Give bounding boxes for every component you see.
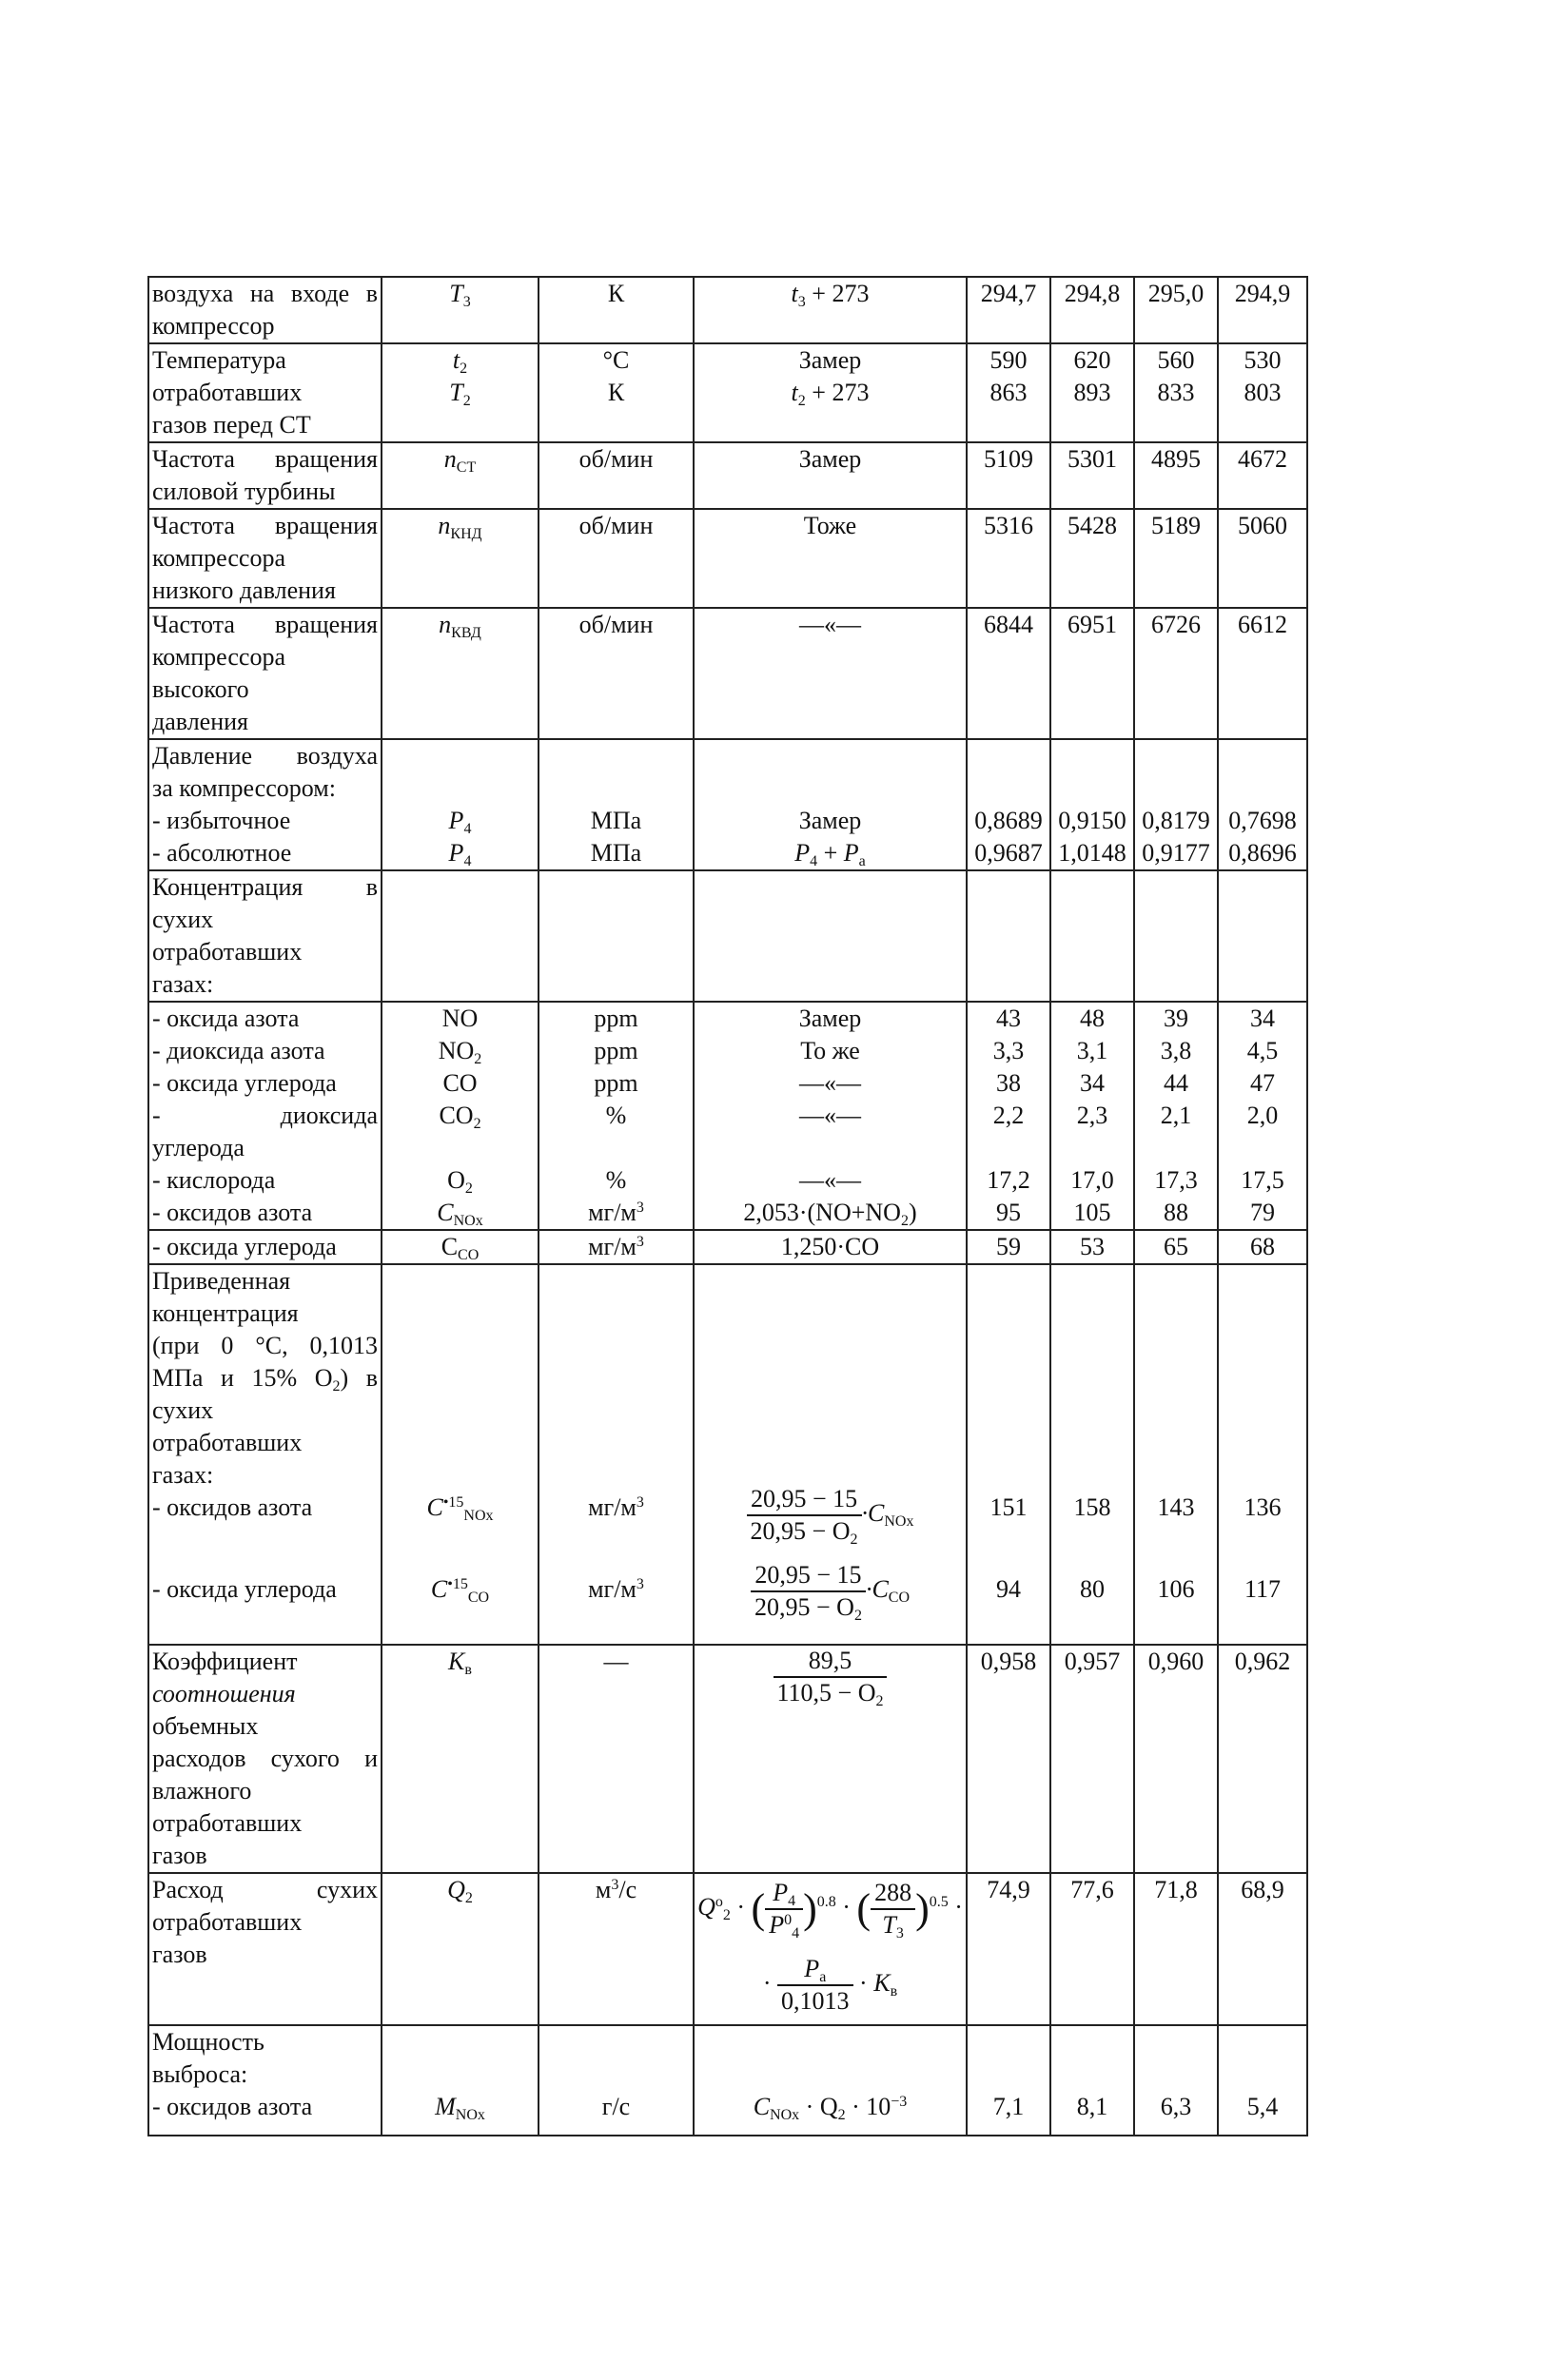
- symbol-sub: 2: [460, 361, 468, 377]
- value-cell: 294,7: [967, 277, 1050, 343]
- unit-cell: об/мин: [539, 608, 694, 739]
- param-text: газах:: [152, 970, 214, 998]
- formula-text: + 273: [805, 379, 870, 406]
- param-cell: [148, 739, 382, 870]
- value-cell: 6951: [1050, 608, 1134, 739]
- value-cell: 5428: [1050, 509, 1134, 608]
- value-cell: 5109: [967, 442, 1050, 509]
- value-cell: 74,9: [967, 1873, 1050, 2025]
- symbol-sub: 2: [462, 393, 471, 409]
- param-text: отработавших: [152, 938, 303, 966]
- value-cell: 136 117: [1218, 1264, 1307, 1645]
- symbol-cell: [382, 608, 539, 739]
- formula-text: Замер: [798, 346, 862, 374]
- param-cell: Приведенная концентрация (при 0 °С, 0,1013 МПа и 15% $O_2$) в сухих отработавших газах: - оксидов азота - оксида углерода: [148, 1264, 382, 1645]
- symbol-text: n: [443, 445, 457, 473]
- value-cell: 5060: [1218, 509, 1307, 608]
- value-cell: 6612: [1218, 608, 1307, 739]
- table-row: [148, 509, 1307, 608]
- value-cell: 0,960: [1134, 1645, 1218, 1873]
- symbol-text: n: [439, 611, 452, 638]
- param-cell: [148, 870, 382, 1002]
- symbol-sub: КВД: [451, 625, 481, 641]
- table-row: [148, 1873, 1307, 2025]
- flow-formula-line1: $Q^o_2$ · ( $\frac{P_4}{P^0_4}$ )$^{0.8}$ · ( $\frac{288}{T_3}$ )$^{0.5}$ ·: [697, 1879, 963, 1941]
- param-text: Давление воздуха: [152, 742, 378, 770]
- value-cell: 5301: [1050, 442, 1134, 509]
- param-cell: - оксида азота - диоксида азота - оксида углерода - диоксида углерода - кислорода - оксидов азота: [148, 1002, 382, 1230]
- symbol-cell: $M_{NOx}$: [382, 2025, 539, 2136]
- param-text: - избыточное: [152, 807, 291, 834]
- symbol-text: n: [438, 512, 451, 539]
- symbol-cell: $C_{CO}$: [382, 1230, 539, 1264]
- param-text: давления: [152, 708, 249, 735]
- formula-cell: Тоже: [694, 509, 967, 608]
- co-reduction-formula: $\frac{20,95 - 15}{20,95 - O_2}$ $\cdot C_{CO}$: [697, 1560, 963, 1623]
- value-cell: 5189: [1134, 509, 1218, 608]
- flow-formula-line2: · $\frac{P_а}{0,1013}$ · $K_в$: [762, 1955, 898, 2015]
- table-row: [148, 739, 1307, 870]
- unit-cell: —: [539, 1645, 694, 1873]
- value-cell: 4895: [1134, 442, 1218, 509]
- value-cell: 43 3,3 38 2,2 17,2 95: [967, 1002, 1050, 1230]
- param-text: - абсолютное: [152, 839, 292, 867]
- value-cell: 143 106: [1134, 1264, 1218, 1645]
- unit-cell: $мг/м^3$: [539, 1230, 694, 1264]
- symbol-text: t: [452, 346, 460, 374]
- param-text: отработавших: [152, 379, 303, 406]
- value-cell: 530 803: [1218, 343, 1307, 442]
- value-cell: 68: [1218, 1230, 1307, 1264]
- symbol-cell: $P_4$ $P_4$: [382, 739, 539, 870]
- param-text: газов перед СТ: [152, 411, 311, 439]
- param-cell: Мощность выброса: - оксидов азота: [148, 2025, 382, 2136]
- param-cell: Расход сухих отработавших газов: [148, 1873, 382, 2025]
- value-cell: 65: [1134, 1230, 1218, 1264]
- param-cell: [148, 509, 382, 608]
- param-text: Частота вращения: [152, 611, 378, 638]
- param-text: низкого давления: [152, 576, 336, 604]
- symbol-cell: [382, 442, 539, 509]
- param-cell: [148, 608, 382, 739]
- formula-cell: $C_{NOx} \cdot Q_2 \cdot 10^{-3}$: [694, 2025, 967, 2136]
- table-row: [148, 608, 1307, 739]
- param-text: Температура: [152, 346, 286, 374]
- symbol-cell: $K_в$: [382, 1645, 539, 1873]
- table-row: [148, 1230, 1307, 1264]
- formula-cell: —«—: [694, 608, 967, 739]
- symbol-sub: 3: [462, 294, 471, 310]
- value-cell: 0,957: [1050, 1645, 1134, 1873]
- unit-cell: г/с: [539, 2025, 694, 2136]
- table-row: [148, 1645, 1307, 1873]
- symbol-text: T: [449, 379, 463, 406]
- value-cell: 4672: [1218, 442, 1307, 509]
- param-text: компрессора: [152, 544, 285, 572]
- param-text: за компрессором:: [152, 774, 336, 802]
- symbol-cell: [382, 343, 539, 442]
- param-text: сухих: [152, 906, 214, 933]
- value-cell: 6,3: [1134, 2025, 1218, 2136]
- formula-cell: [694, 277, 967, 343]
- formula-cell: [694, 1264, 967, 1645]
- unit-cell: К: [539, 277, 694, 343]
- unit-cell: об/мин: [539, 509, 694, 608]
- symbol-text: P: [448, 839, 464, 867]
- param-cell: [148, 442, 382, 509]
- formula-cell: Замер $P_4 + P_а$: [694, 739, 967, 870]
- param-text: Частота вращения: [152, 512, 378, 539]
- symbol-cell: $Q_2$: [382, 1873, 539, 2025]
- value-cell: 6844: [967, 608, 1050, 739]
- value-cell: 0,7698 0,8696: [1218, 739, 1307, 870]
- formula-cell: Замер То же —«— —«— —«— $2,053\cdot(NO+NO_2)$: [694, 1002, 967, 1230]
- param-cell: [148, 343, 382, 442]
- table-row: [148, 442, 1307, 509]
- value-cell: 5,4: [1218, 2025, 1307, 2136]
- value-cell: 0,9150 1,0148: [1050, 739, 1134, 870]
- unit-text: К: [607, 379, 625, 406]
- value-cell: 77,6: [1050, 1873, 1134, 2025]
- value-cell: 6726: [1134, 608, 1218, 739]
- param-text: воздуха на входе в: [152, 280, 378, 307]
- value-cell: 48 3,1 34 2,3 17,0 105: [1050, 1002, 1134, 1230]
- symbol-cell: [382, 277, 539, 343]
- formula-cell: [694, 1873, 967, 2025]
- table-row: [148, 343, 1307, 442]
- unit-cell: МПа МПа: [539, 739, 694, 870]
- param-text: компрессора: [152, 643, 285, 671]
- param-text: Концентрация в: [152, 873, 378, 901]
- value-cell: 53: [1050, 1230, 1134, 1264]
- symbol-text: T: [449, 280, 463, 307]
- value-cell: 34 4,5 47 2,0 17,5 79: [1218, 1002, 1307, 1230]
- formula-cell: [694, 1645, 967, 1873]
- unit-cell: $м^3/с$: [539, 1873, 694, 2025]
- formula-var: t: [791, 379, 798, 406]
- value-cell: 0,958: [967, 1645, 1050, 1873]
- value-cell: 295,0: [1134, 277, 1218, 343]
- param-cell: - оксида углерода: [148, 1230, 382, 1264]
- emissions-table: [147, 276, 1308, 2136]
- formula-cell: 1,250·CO: [694, 1230, 967, 1264]
- value-cell: 590 863: [967, 343, 1050, 442]
- param-cell: [148, 277, 382, 343]
- param-text: Частота вращения: [152, 445, 378, 473]
- value-cell: 158 80: [1050, 1264, 1134, 1645]
- value-cell: 560 833: [1134, 343, 1218, 442]
- value-cell: 0,8689 0,9687: [967, 739, 1050, 870]
- value-cell: 0,8179 0,9177: [1134, 739, 1218, 870]
- value-cell: 294,9: [1218, 277, 1307, 343]
- param-text: высокого: [152, 675, 249, 703]
- value-cell: 0,962: [1218, 1645, 1307, 1873]
- value-cell: 71,8: [1134, 1873, 1218, 2025]
- unit-cell: $мг/м^3$ $мг/м^3$: [539, 1264, 694, 1645]
- formula-cell: [694, 343, 967, 442]
- formula-text: + 273: [805, 280, 870, 307]
- symbol-sub: КНД: [450, 526, 482, 542]
- unit-cell: ppm ppm ppm % % $мг/м^3$: [539, 1002, 694, 1230]
- formula-cell: Замер: [694, 442, 967, 509]
- table-row: [148, 1002, 1307, 1230]
- value-cell: 68,9: [1218, 1873, 1307, 2025]
- formula-sub: 2: [797, 393, 806, 409]
- table-row: [148, 2025, 1307, 2136]
- symbol-sub: СТ: [456, 459, 477, 476]
- nox-reduction-formula: $\frac{20,95 - 15}{20,95 - O_2}$ $\cdot C_{NOx}$: [697, 1484, 963, 1547]
- param-cell: Коэффициент соотношения объемных расходов сухого и влажного отработавших газов: [148, 1645, 382, 1873]
- formula-var: t: [791, 280, 798, 307]
- formula-sub: 3: [797, 294, 806, 310]
- table-row: [148, 277, 1307, 343]
- value-cell: 59: [967, 1230, 1050, 1264]
- unit-cell: об/мин: [539, 442, 694, 509]
- unit-cell: [539, 343, 694, 442]
- symbol-text: P: [448, 807, 464, 834]
- value-cell: 7,1: [967, 2025, 1050, 2136]
- value-cell: 39 3,8 44 2,1 17,3 88: [1134, 1002, 1218, 1230]
- symbol-cell: NO $NO_2$ CO $CO_2$ $O_2$ $C_{NOx}$: [382, 1002, 539, 1230]
- value-cell: 5316: [967, 509, 1050, 608]
- symbol-cell: $C^{•15}_{NOx}$ $C^{•15}_{CO}$: [382, 1264, 539, 1645]
- symbol-cell: [382, 509, 539, 608]
- param-text: силовой турбины: [152, 478, 336, 505]
- param-text: компрессор: [152, 312, 275, 340]
- value-cell: 620 893: [1050, 343, 1134, 442]
- value-cell: 8,1: [1050, 2025, 1134, 2136]
- value-cell: 294,8: [1050, 277, 1134, 343]
- table-row: [148, 1264, 1307, 1645]
- unit-text: °С: [602, 346, 630, 374]
- table-row: [148, 870, 1307, 1002]
- kv-formula: $\frac{89,5}{110,5 - O_2}$: [774, 1646, 888, 1708]
- value-cell: 151 94: [967, 1264, 1050, 1645]
